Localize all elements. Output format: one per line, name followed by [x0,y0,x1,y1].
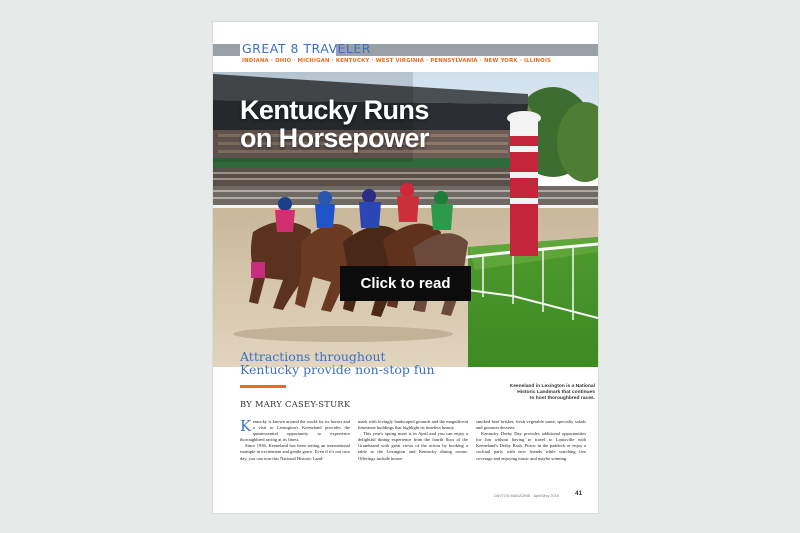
caption-line-1: Keeneland in Lexington is a National [509,384,595,389]
magazine-page [213,22,598,513]
article-column-2 [358,419,468,462]
paragraph: This year's spring meet is in April and you can enjoy a delightful dining experience from the fourth floor of the Grandstand with great views of the action by booking a table at the Lexington and Kentucky dining rooms. Offerings include house- [358,431,468,461]
paragraph: smoked beef brisket, fresh vegetable sauté, specialty salads and gourmet desserts. [476,419,586,431]
headline-line-1: Kentucky Runs [240,95,429,125]
accent-rule [240,385,286,388]
click-to-read-button[interactable]: Click to read [340,266,471,301]
article-column-3 [476,419,586,462]
paragraph: Since 1936, Keeneland has been setting an international example in excitement and gentle grace. Even if it's not race day, you can tour this National Historic Land- [240,443,350,461]
paragraph: mark with lovingly landscaped grounds and the magnificent limestone buildings that highlight its timeless beauty. [358,419,468,431]
photo-caption [475,384,595,403]
deck-line-2: Kentucky provide non-stop fun [240,362,435,377]
drop-cap: K [240,416,252,435]
headline-line-2: on Horsepower [240,123,429,153]
article-column-1 [240,416,350,462]
folio: DAYTON MAGAZINE · April/May 2016 [494,494,559,498]
headline [240,96,429,152]
deck-subtitle [240,350,435,376]
section-title: GREAT 8 TRAVELER [242,41,371,56]
paragraph: Kentucky is known around the world for its horses and a visit to Lexington's Keeneland provides the quintessential opportunity to experience thoroughbred racing at its finest. [240,416,350,443]
caption-line-3: to host thoroughbred races. [529,396,595,402]
section-states-list: INDIANA · OHIO · MICHIGAN · KENTUCKY · WEST VIRGINIA · PENNSYLVANIA · NEW YORK · ILLINOIS [242,58,552,64]
byline: BY MARY CASEY-STURK [240,399,351,409]
deck-line-1: Attractions throughout [240,349,386,364]
page-number: 41 [575,490,583,497]
caption-line-2: Historic Landmark that continues [517,390,595,396]
paragraph: Kentucky Derby Day provides additional opportunities for fun without having to travel to Louisville with Keeneland's Derby Bash. Picnic in the paddock or enjoy a cocktail party with new friends while watching live coverage and enjoying music and maybe winning. [476,431,586,461]
article-body [240,416,586,462]
